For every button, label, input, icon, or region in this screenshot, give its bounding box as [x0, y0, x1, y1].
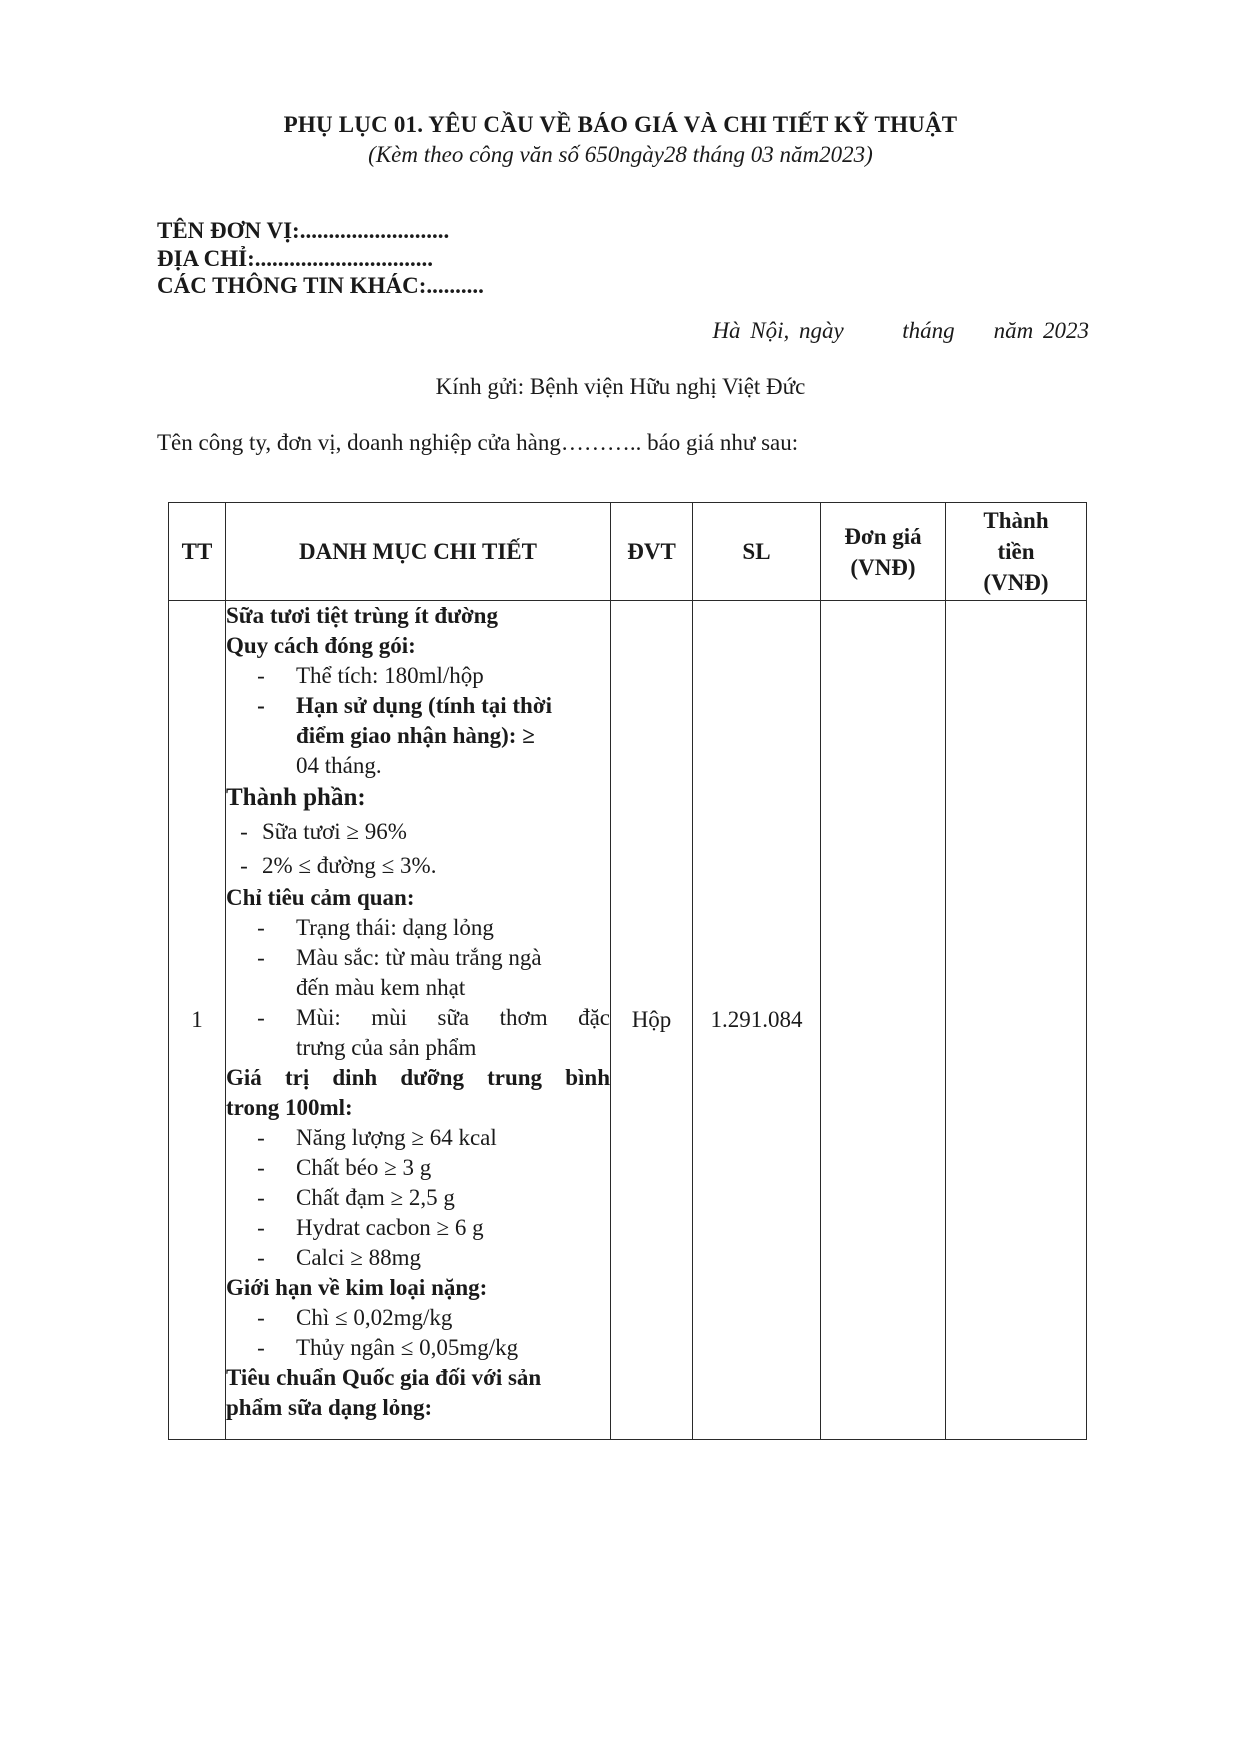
list-item: - Năng lượng ≥ 64 kcal — [257, 1125, 497, 1150]
nutrition-title: Giá trị dinh dưỡng trung bình — [226, 1065, 610, 1090]
header-total-line-2: tiền — [997, 539, 1035, 564]
cell-unit: Hộp — [611, 601, 693, 1440]
header-unit-price-line-2: (VNĐ) — [850, 554, 916, 580]
list-item-continuation: điểm giao nhận hàng): ≥ — [296, 723, 535, 748]
list-item: - Calci ≥ 88mg — [257, 1245, 422, 1270]
header-unit-price-line-1: Đơn giá — [844, 523, 922, 549]
header-total — [946, 503, 1087, 601]
unit-name-field: TÊN ĐƠN VỊ:.......................... — [157, 218, 450, 243]
list-item: - Chì ≤ 0,02mg/kg — [257, 1305, 453, 1330]
list-item-continuation: đến màu kem nhạt — [296, 975, 466, 1000]
standard-title: Tiêu chuẩn Quốc gia đối với sản — [226, 1365, 542, 1390]
header-unit: ĐVT — [611, 503, 693, 601]
list-item: - Trạng thái: dạng lỏng — [257, 915, 494, 940]
document-title: PHỤ LỤC 01. YÊU CẦU VỀ BÁO GIÁ VÀ CHI TIẾT KỸ THUẬT — [283, 112, 958, 137]
cell-detail — [226, 601, 611, 1440]
list-item: - Sữa tươi ≥ 96% — [240, 819, 407, 844]
header-qty: SL — [693, 503, 821, 601]
list-item: - Chất béo ≥ 3 g — [257, 1155, 432, 1180]
nutrition-title-continuation: trong 100ml: — [226, 1095, 353, 1120]
header-total-line-1: Thành — [983, 508, 1049, 533]
document-subtitle: (Kèm theo công văn số 650ngày28 tháng 03 năm2023) — [368, 142, 873, 167]
address-field: ĐỊA CHỈ:............................... — [157, 246, 434, 271]
list-item: - Hydrat cacbon ≥ 6 g — [257, 1215, 484, 1240]
header-tt: TT — [169, 503, 226, 601]
list-item-continuation: 04 tháng. — [296, 753, 382, 778]
intro-text: Tên công ty, đơn vị, doanh nghiệp cửa hàng……….. báo giá như sau: — [157, 430, 799, 455]
standard-title-continuation: phẩm sữa dạng lỏng: — [226, 1395, 433, 1420]
sensory-title: Chỉ tiêu cảm quan: — [226, 885, 415, 910]
ingredients-title: Thành phần: — [226, 784, 366, 811]
list-item: - Hạn sử dụng (tính tại thời — [257, 693, 552, 718]
cell-unit-price — [821, 601, 946, 1440]
place-date: Hà Nội, ngày tháng năm 2023 — [712, 318, 1089, 343]
table-header-row — [169, 503, 1087, 601]
product-name: Sữa tươi tiệt trùng ít đường — [226, 603, 498, 628]
other-info-field: CÁC THÔNG TIN KHÁC:.......... — [157, 273, 484, 298]
list-item: - 2% ≤ đường ≤ 3%. — [240, 853, 437, 878]
list-item: - Mùi: mùi sữa thơm đặc — [257, 1005, 610, 1030]
cell-total — [946, 601, 1087, 1440]
packaging-title: Quy cách đóng gói: — [226, 633, 416, 658]
metals-title: Giới hạn về kim loại nặng: — [226, 1275, 488, 1300]
table-row — [169, 601, 1087, 1440]
list-item: - Chất đạm ≥ 2,5 g — [257, 1185, 455, 1210]
cell-tt: 1 — [169, 601, 226, 1440]
list-item: - Thể tích: 180ml/hộp — [257, 663, 484, 688]
list-item: - Thủy ngân ≤ 0,05mg/kg — [257, 1335, 519, 1360]
header-unit-price — [821, 503, 946, 601]
cell-qty: 1.291.084 — [693, 601, 821, 1440]
list-item: - Màu sắc: từ màu trắng ngà — [257, 945, 542, 970]
header-total-line-3: (VNĐ) — [983, 570, 1049, 595]
header-detail: DANH MỤC CHI TIẾT — [226, 503, 611, 601]
list-item-continuation: trưng của sản phẩm — [296, 1035, 477, 1060]
quotation-table — [168, 502, 1087, 1440]
greeting: Kính gửi: Bệnh viện Hữu nghị Việt Đức — [435, 374, 806, 399]
